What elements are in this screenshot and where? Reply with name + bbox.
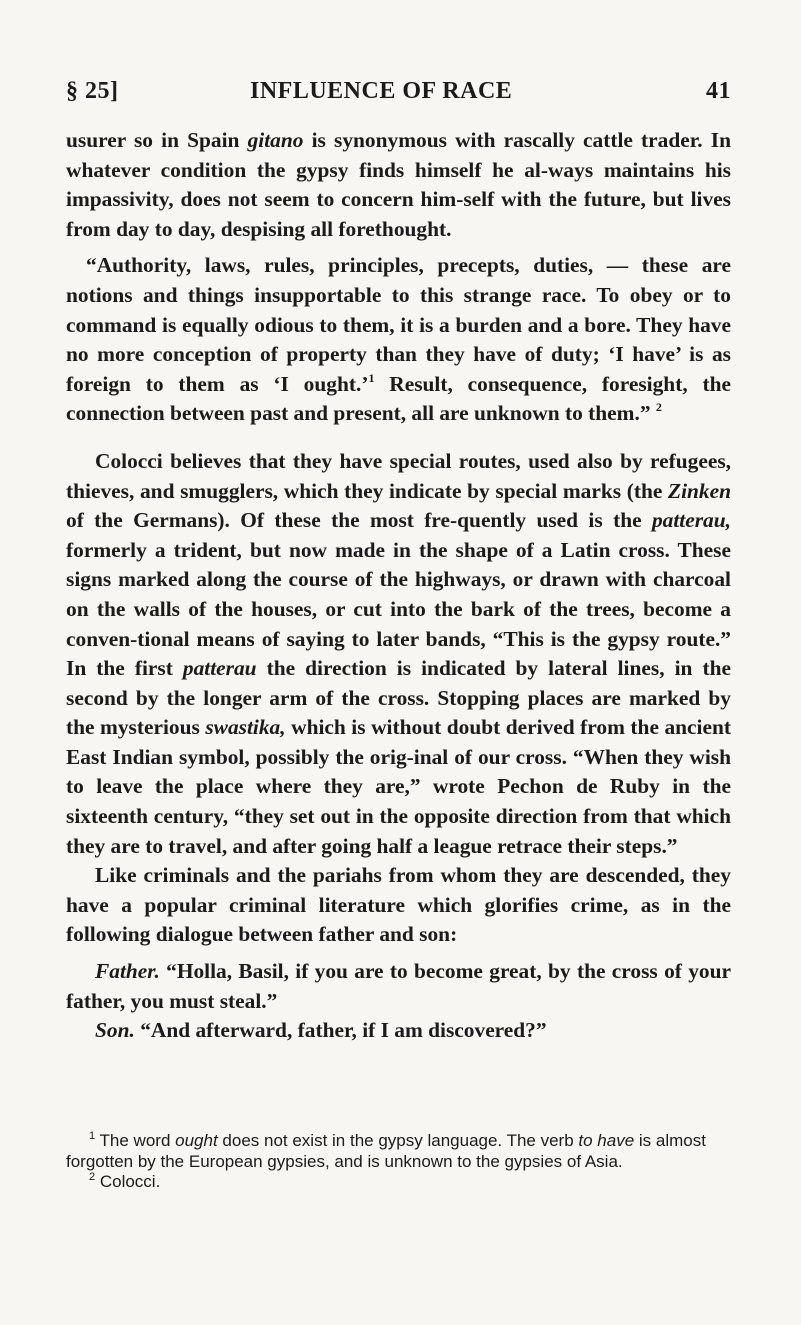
text-run: “Authority, laws, rules, principles, precepts, duties, — these are notions and things insupportable to this strange race. To obey or to command is equally odious to them, it is a burden and a bore. They have no more conception of property than they have of duty; ‘I have’ is as foreign to them as ‘I ought.’ [66,253,731,396]
footnote-mark: 2 [89,1171,96,1183]
paragraph-3 [66,447,731,861]
text-run: does not exist in the gypsy language. The verb [217,1131,579,1150]
speaker-label-son: Son. [95,1018,135,1043]
dialogue-son [66,1016,731,1046]
text-run: usurer so in Spain [66,128,248,152]
footnote-ref-1[interactable]: 1 [368,370,375,385]
footnotes [66,1131,731,1193]
text-run: “Holla, Basil, if you are to become great, by the cross of your father, you must steal.” [66,959,731,1013]
speaker-label-father: Father. [95,959,160,984]
italic-term: gitano [247,128,304,152]
italic-term: patterau [182,656,257,681]
dialogue-father [66,957,731,1016]
text-run: Result, consequence, foresight, the connection between past and present, all are unknown to them.” [66,371,731,426]
text-run: is almost forgotten by the European gypsies, and is unknown to the gypsies of Asia. [66,1131,706,1171]
text-run: is synonymous with rascally cattle trader. In whatever condition the gypsy finds himself he al-ways maintains his impassivity, does not seem to concern him-self with the future, but lives from day to day, despising all forethought. [66,128,732,241]
paragraph-2-quote [66,251,731,429]
footnote-1 [66,1131,731,1172]
text-run: the direction is indicated by lateral lines, in the second by the longer arm of the cross. Stopping places are marked by the mysterious [66,656,731,740]
text-run: Colocci. [95,1172,161,1191]
footnote-ref-2[interactable]: 2 [655,400,662,415]
text-run: of the Germans). Of these the most fre-quently used is the [66,508,652,533]
text-run: Colocci believes that they have special routes, used also by refugees, thieves, and smugglers, which they indicate by special marks (the [66,448,731,503]
italic-term: swastika, [205,715,286,740]
italic-term: to have [578,1131,635,1150]
running-title: INFLUENCE OF RACE [250,78,513,104]
paragraph-1 [66,126,731,244]
running-header [66,78,731,112]
text-run: formerly a trident, but now made in the shape of a Latin cross. These signs marked along the course of the highways, or drawn with charcoal on the walls of the houses, or cut into the bark of the trees, become a conven-tional means of saying to later bands, “This is the gypsy route.” In the first [66,537,731,681]
italic-term: ought [175,1131,218,1150]
italic-term: Zinken [668,478,731,503]
section-marker: § 25] [66,78,119,104]
text-run: “And afterward, father, if I am discovered?” [134,1018,547,1043]
text-run: The word [95,1131,176,1150]
body-text [66,126,731,1046]
page-number: 41 [706,78,731,104]
italic-term: patterau, [651,508,731,533]
footnote-2 [66,1172,731,1193]
paragraph-4: Like criminals and the pariahs from whom they are descended, they have a popular criminal literature which glorifies crime, as in the following dialogue between father and son: [66,863,731,947]
footnote-mark: 1 [89,1130,96,1142]
text-run: which is without doubt derived from the ancient East Indian symbol, possibly the orig-inal of our cross. “When they wish to leave the place where they are,” wrote Pechon de Ruby in the sixteenth century, “they set out in the opposite direction from that which they are to travel, and after going half a league retrace their steps.” [66,715,731,858]
